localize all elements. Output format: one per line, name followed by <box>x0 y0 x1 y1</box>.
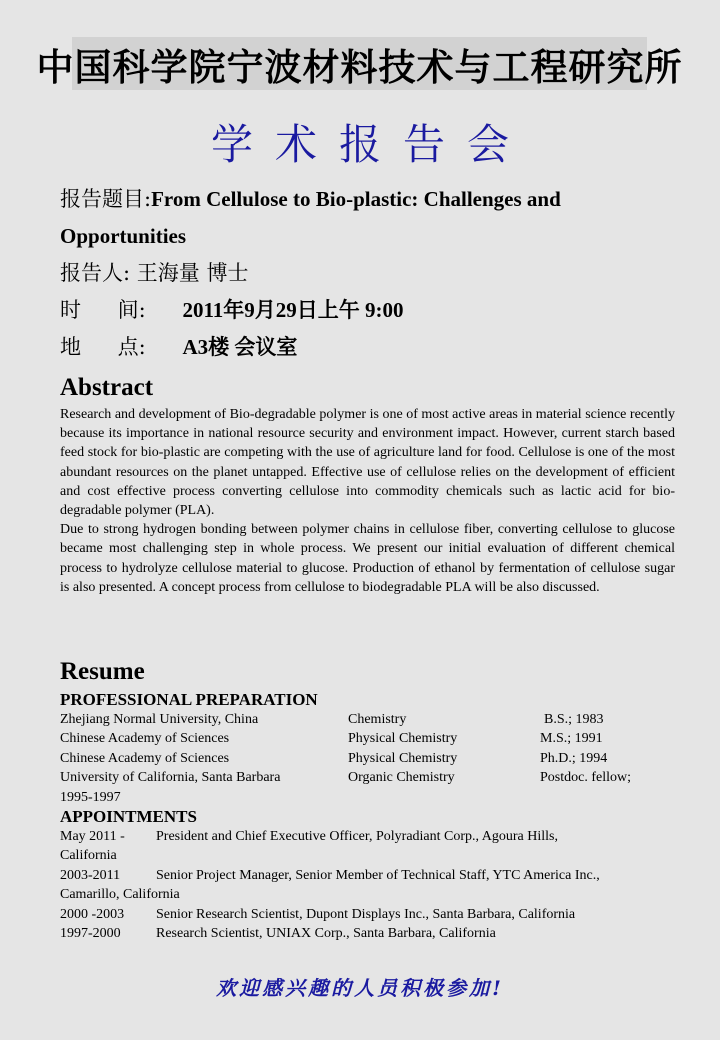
education-institution: Chinese Academy of Sciences <box>60 750 230 766</box>
abstract-paragraph-1: Research and development of Bio-degradable polymer is one of most active areas in material science recently because its importance in national resource security and environment impact. However, current starch based feed stock for bio-plastic are competing with the use of agriculture land for food. Cellulose is one of the most abundant resources on the planet untapped. Effective use of cellulose relies on the development of efficient and cost effective process converting cellulose into commodity chemicals such as lactic acid for bio-degradable polymer (PLA). <box>60 407 675 519</box>
education-institution: University of California, Santa Barbara <box>60 770 281 786</box>
appointment-row <box>60 827 680 846</box>
abstract-body <box>60 405 675 597</box>
topic-label: 报告题目: <box>60 187 152 211</box>
resume-body <box>60 690 680 943</box>
talk-info <box>60 181 680 366</box>
appointment-row <box>60 905 680 924</box>
appointment-date: 1997-2000 <box>60 926 121 941</box>
education-degree: M.S.; 1991 <box>540 731 603 747</box>
institute-name: 中国科学院宁波材料技术与工程研究所 <box>36 44 683 89</box>
appointment-desc-cont: California <box>60 848 117 864</box>
institute-banner <box>36 37 683 90</box>
speaker-label: 报告人: <box>60 261 137 285</box>
preparation-heading: PROFESSIONAL PREPARATION <box>60 690 318 709</box>
topic-row-cont <box>60 218 680 255</box>
topic-row <box>60 181 680 218</box>
time-label: 时 间: <box>60 298 183 322</box>
speaker-value: 王海量 博士 <box>136 261 249 285</box>
education-institution: Chinese Academy of Sciences <box>60 731 230 747</box>
topic-line2: Opportunities <box>60 224 187 248</box>
education-degree: Ph.D.; 1994 <box>540 750 608 766</box>
appointments-heading: APPOINTMENTS <box>60 806 197 826</box>
education-institution: Zhejiang Normal University, China <box>60 712 259 727</box>
education-field: Physical Chemistry <box>348 731 458 747</box>
education-field: Chemistry <box>348 712 407 727</box>
appointment-row <box>60 924 680 943</box>
appointment-desc: President and Chief Executive Officer, Polyradiant Corp., Agoura Hills, <box>156 828 558 844</box>
education-field: Physical Chemistry <box>348 750 458 766</box>
place-value: A3楼 会议室 <box>182 335 298 359</box>
time-row <box>60 292 680 329</box>
appointment-desc: Research Scientist, UNIAX Corp., Santa Barbara, California <box>156 926 496 941</box>
abstract-paragraph-2: Due to strong hydrogen bonding between polymer chains in cellulose fiber, converting cellulose to glucose became most challenging step in whole process. We present our initial evaluation of different chemical process to hydrolyze cellulose material to glucose. Production of ethanol by fermentation of cellulose sugar is also presented. A concept process from cellulose to biodegradable PLA will be also discussed. <box>60 522 675 595</box>
education-field: Organic Chemistry <box>348 770 455 786</box>
appointment-row <box>60 866 680 885</box>
postdoc-years: 1995-1997 <box>60 789 121 805</box>
appointment-date: May 2011 - <box>60 828 125 844</box>
education-row <box>60 749 680 768</box>
education-row <box>60 729 680 748</box>
abstract-heading: Abstract <box>60 374 154 401</box>
education-degree: B.S.; 1983 <box>544 712 604 727</box>
appointment-desc: Senior Research Scientist, Dupont Displays Inc., Santa Barbara, California <box>156 906 576 922</box>
speaker-row <box>60 255 680 292</box>
education-row <box>60 768 680 787</box>
appointment-desc-cont: Camarillo, California <box>60 887 180 903</box>
place-row <box>60 329 680 366</box>
seminar-title: 学术报告会 <box>210 120 531 169</box>
education-row <box>60 710 680 729</box>
topic-line1: From Cellulose to Bio-plastic: Challenges and <box>151 187 561 211</box>
closing-invitation: 欢迎感兴趣的人员积极参加! <box>216 976 504 1000</box>
appointment-desc: Senior Project Manager, Senior Member of Technical Staff, YTC America Inc., <box>156 867 600 883</box>
time-value: 2011年9月29日上午 9:00 <box>182 298 404 322</box>
place-label: 地 点: <box>60 335 183 359</box>
resume-heading: Resume <box>60 658 145 685</box>
appointment-date: 2003-2011 <box>60 867 121 883</box>
appointment-date: 2000 -2003 <box>60 906 125 922</box>
education-degree: Postdoc. fellow; <box>540 770 631 786</box>
